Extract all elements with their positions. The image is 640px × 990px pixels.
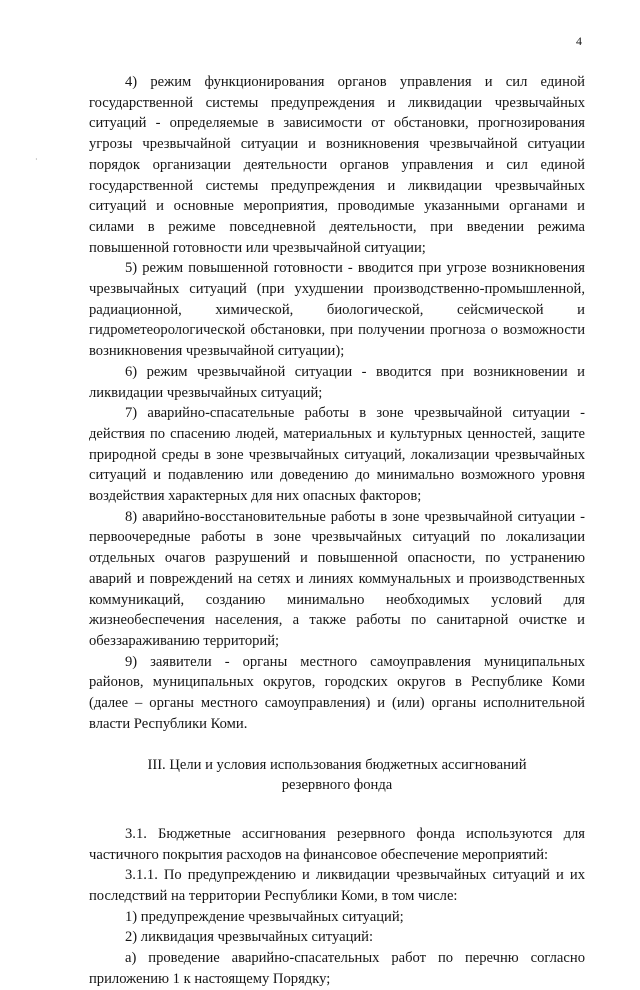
list-item-1: 1) предупреждение чрезвычайных ситуаций; — [125, 908, 404, 925]
definition-item-7: 7) аварийно-спасательные работы в зоне чрезвычайной ситуации - действия по спасению людей, материальных и культурных ценностей, защите природной среды в зоне чрезвычайных ситуаций, локализации чрезвычайных ситуаций и подавлению или доведению до минимально возможного уровня воздействия характерных для них опасных факторов; — [89, 405, 585, 505]
clause-3-1: 3.1. Бюджетные ассигнования резервного фонда используются для частичного покрытия расходов на финансовое обеспечение мероприятий: — [89, 825, 585, 863]
definition-item-6: 6) режим чрезвычайной ситуации - вводится при возникновении и ликвидации чрезвычайных ситуаций; — [89, 363, 585, 401]
clause-3-1-1: 3.1.1. По предупреждению и ликвидации чрезвычайных ситуаций и их последствий на территории Республики Коми, в том числе: — [89, 867, 585, 905]
list-item-a: а) проведение аварийно-спасательных работ по перечню согласно приложению 1 к настоящему Порядку; — [89, 950, 585, 987]
definition-item-8: 8) аварийно-восстановительные работы в зоне чрезвычайной ситуации - первоочередные работы в зоне чрезвычайных ситуаций по локализации отдельных очагов разрушений и повышенной опасности, по устранению аварий и повреждений на сетях и линиях коммунальных и производственных коммуникаций, созданию минимально необходимых условий для жизнеобеспечения населения, а также работы по санитарной очистке и обеззараживанию территорий; — [89, 508, 585, 649]
section-heading-line-1: III. Цели и условия использования бюджетных ассигнований — [147, 756, 527, 773]
section-heading-line-2: резервного фонда — [281, 777, 393, 794]
definition-item-4: 4) режим функционирования органов управления и сил единой государственной системы предупреждения и ликвидации чрезвычайных ситуаций - определяемые в зависимости от обстановки, прогнозирования угрозы чрезвычайной ситуации и возникновения чрезвычайной ситуации порядок организации деятельности органов управления и сил единой государственной системы предупреждения и ликвидации чрезвычайных ситуаций и основные мероприятия, проводимые указанными органами и силами в режиме повседневной деятельности, при введении режима повышенной готовности или чрезвычайной ситуации; — [89, 74, 585, 256]
margin-mark: · — [35, 155, 38, 164]
definition-item-9: 9) заявители - органы местного самоуправления муниципальных районов, муниципальных округов, городских округов в Республике Коми (далее – органы местного самоуправления) и (или) органы исполнительной власти Республики Коми. — [89, 653, 585, 732]
list-item-2: 2) ликвидация чрезвычайных ситуаций: — [125, 929, 374, 946]
document-body — [89, 72, 585, 990]
section-heading — [89, 755, 585, 796]
page-number: 4 — [576, 34, 582, 48]
definition-item-5: 5) режим повышенной готовности - вводится при угрозе возникновения чрезвычайных ситуаций (при ухудшении производственно-промышленной, радиационной, химической, биологической, сейсмической и гидрометеорологической обстановки, при получении прогноза о возможности возникновения чрезвычайной ситуации); — [89, 260, 585, 360]
